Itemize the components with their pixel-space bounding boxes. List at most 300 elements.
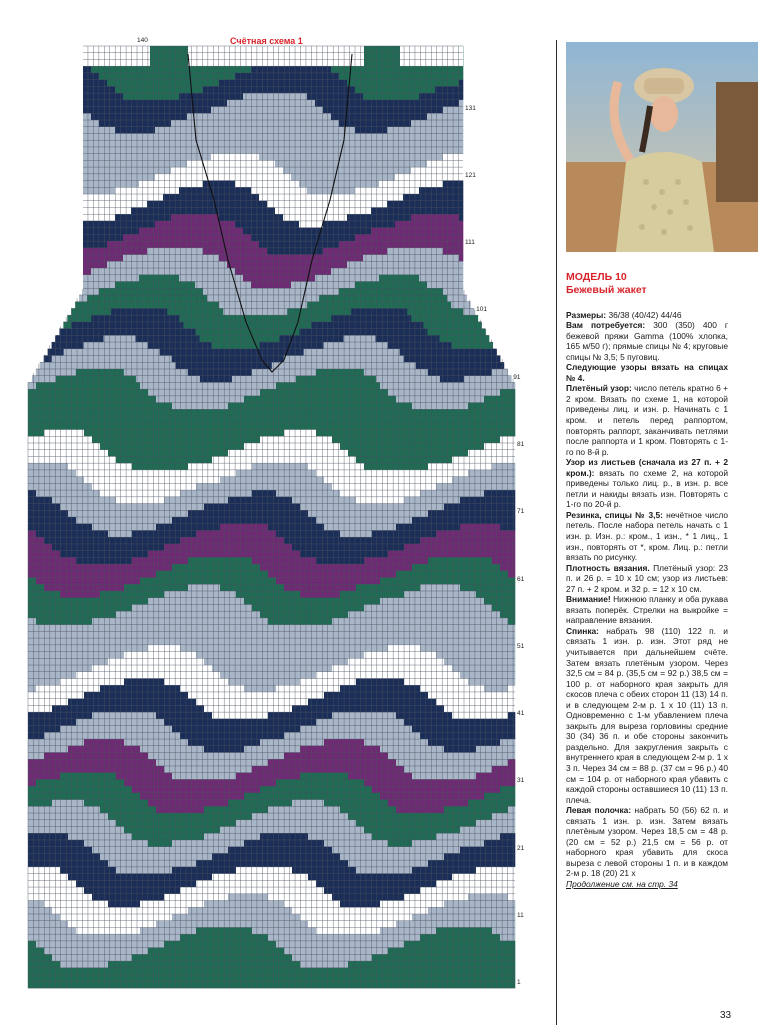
chart-cell: [276, 571, 284, 578]
chart-cell: [99, 248, 107, 255]
chart-cell: [91, 93, 99, 100]
chart-cell: [164, 463, 172, 470]
chart-cell: [356, 645, 364, 652]
chart-cell: [196, 443, 204, 450]
chart-cell: [211, 133, 219, 140]
chart-cell: [123, 221, 131, 228]
chart-cell: [347, 268, 355, 275]
chart-cell: [420, 423, 428, 430]
chart-cell: [244, 530, 252, 537]
chart-cell: [379, 288, 387, 295]
chart-cell: [148, 645, 156, 652]
chart-cell: [388, 416, 396, 423]
chart-cell: [380, 578, 388, 585]
chart-cell: [188, 517, 196, 524]
chart-cell: [420, 450, 428, 457]
chart-cell: [447, 308, 455, 315]
chart-cell: [311, 295, 319, 302]
chart-cell: [408, 335, 416, 342]
chart-cell: [444, 598, 452, 605]
chart-cell: [124, 652, 132, 659]
chart-cell: [500, 450, 508, 457]
chart-cell: [244, 611, 252, 618]
chart-cell: [288, 362, 296, 369]
chart-cell: [364, 598, 372, 605]
chart-cell: [251, 234, 259, 241]
chart-cell: [283, 302, 291, 309]
chart-cell: [379, 80, 387, 87]
chart-cell: [268, 631, 276, 638]
chart-cell: [123, 234, 131, 241]
chart-cell: [500, 524, 508, 531]
chart-cell: [115, 268, 123, 275]
chart-cell: [300, 645, 308, 652]
chart-cell: [236, 557, 244, 564]
chart-cell: [203, 234, 211, 241]
chart-cell: [148, 618, 156, 625]
chart-cell: [60, 618, 68, 625]
chart-cell: [156, 571, 164, 578]
chart-cell: [68, 356, 76, 363]
chart-cell: [187, 187, 195, 194]
chart-cell: [243, 73, 251, 80]
chart-cell: [323, 181, 331, 188]
chart-cell: [259, 167, 267, 174]
chart-cell: [60, 524, 68, 531]
chart-cell: [500, 477, 508, 484]
chart-cell: [211, 302, 219, 309]
chart-cell: [275, 174, 283, 181]
chart-cell: [83, 221, 91, 228]
chart-cell: [123, 140, 131, 147]
chart-cell: [188, 652, 196, 659]
chart-cell: [140, 631, 148, 638]
chart-cell: [44, 443, 52, 450]
chart-cell: [195, 275, 203, 282]
chart-cell: [431, 322, 439, 329]
chart-cell: [204, 470, 212, 477]
chart-cell: [68, 456, 76, 463]
chart-cell: [371, 288, 379, 295]
chart-cell: [224, 335, 232, 342]
chart-cell: [84, 504, 92, 511]
chart-cell: [115, 255, 123, 262]
chart-cell: [307, 154, 315, 161]
chart-cell: [132, 611, 140, 618]
chart-cell: [387, 93, 395, 100]
chart-cell: [328, 335, 336, 342]
chart-cell: [380, 544, 388, 551]
chart-cell: [388, 645, 396, 652]
chart-cell: [204, 557, 212, 564]
chart-cell: [395, 100, 403, 107]
chart-cell: [44, 544, 52, 551]
chart-cell: [155, 275, 163, 282]
chart-cell: [459, 154, 463, 161]
chart-cell: [28, 456, 36, 463]
chart-cell: [316, 517, 324, 524]
chart-cell: [356, 551, 364, 558]
chart-cell: [388, 638, 396, 645]
chart-cell: [28, 578, 36, 585]
chart-cell: [459, 100, 463, 107]
chart-cell: [36, 645, 44, 652]
chart-cell: [267, 248, 275, 255]
chart-cell: [300, 389, 308, 396]
chart-cell: [428, 456, 436, 463]
chart-cell: [259, 248, 267, 255]
chart-cell: [60, 477, 68, 484]
chart-cell: [256, 376, 264, 383]
chart-cell: [428, 544, 436, 551]
chart-cell: [243, 120, 251, 127]
chart-cell: [252, 497, 260, 504]
chart-cell: [275, 234, 283, 241]
chart-cell: [451, 261, 459, 268]
chart-cell: [315, 174, 323, 181]
chart-cell: [252, 443, 260, 450]
chart-cell: [324, 477, 332, 484]
chart-cell: [148, 557, 156, 564]
chart-cell: [107, 288, 115, 295]
chart-cell: [443, 86, 451, 93]
chart-cell: [172, 611, 180, 618]
chart-cell: [347, 302, 355, 309]
chart-cell: [324, 652, 332, 659]
chart-cell: [276, 517, 284, 524]
chart-cell: [99, 187, 107, 194]
chart-cell: [284, 504, 292, 511]
chart-cell: [211, 154, 219, 161]
chart-cell: [180, 463, 188, 470]
chart-cell: [91, 315, 99, 322]
chart-cell: [267, 241, 275, 248]
chart-cell: [260, 490, 268, 497]
chart-cell: [500, 470, 508, 477]
chart-cell: [379, 194, 387, 201]
chart-cell: [356, 537, 364, 544]
chart-cell: [99, 154, 107, 161]
chart-cell: [380, 517, 388, 524]
chart-cell: [195, 194, 203, 201]
chart-cell: [147, 140, 155, 147]
chart-cell: [188, 591, 196, 598]
chart-cell: [428, 645, 436, 652]
chart-cell: [148, 530, 156, 537]
chart-cell: [131, 201, 139, 208]
chart-cell: [323, 255, 331, 262]
chart-cell: [147, 93, 155, 100]
chart-cell: [36, 571, 44, 578]
chart-cell: [219, 100, 227, 107]
chart-cell: [428, 530, 436, 537]
chart-cell: [372, 537, 380, 544]
chart-cell: [116, 645, 124, 652]
chart-cell: [275, 133, 283, 140]
chart-cell: [292, 517, 300, 524]
chart-cell: [36, 611, 44, 618]
chart-cell: [227, 329, 235, 336]
chart-cell: [196, 416, 204, 423]
chart-cell: [251, 207, 259, 214]
chart-cell: [219, 93, 227, 100]
chart-cell: [268, 530, 276, 537]
chart-cell: [339, 234, 347, 241]
chart-cell: [140, 638, 148, 645]
chart-cell: [124, 490, 132, 497]
chart-cell: [236, 598, 244, 605]
chart-cell: [123, 107, 131, 114]
chart-cell: [52, 604, 60, 611]
chart-cell: [180, 524, 188, 531]
chart-cell: [131, 140, 139, 147]
chart-cell: [420, 389, 428, 396]
chart-cell: [427, 329, 435, 336]
chart-cell: [300, 611, 308, 618]
chart-cell: [243, 107, 251, 114]
chart-cell: [508, 443, 515, 450]
chart-cell: [68, 416, 76, 423]
chart-cell: [236, 618, 244, 625]
chart-cell: [235, 93, 243, 100]
chart-cell: [191, 322, 199, 329]
chart-cell: [199, 308, 207, 315]
chart-cell: [252, 490, 260, 497]
chart-cell: [388, 463, 396, 470]
chart-cell: [84, 490, 92, 497]
chart-cell: [204, 611, 212, 618]
chart-cell: [147, 73, 155, 80]
chart-cell: [331, 275, 339, 282]
chart-cell: [355, 66, 363, 73]
chart-cell: [267, 66, 275, 73]
chart-cell: [83, 160, 91, 167]
chart-cell: [235, 66, 243, 73]
chart-cell: [472, 362, 480, 369]
chart-cell: [292, 490, 300, 497]
chart-cell: [132, 524, 140, 531]
chart-cell: [172, 403, 180, 410]
chart-cell: [368, 335, 376, 342]
chart-cell: [324, 403, 332, 410]
chart-cell: [132, 463, 140, 470]
chart-cell: [188, 645, 196, 652]
chart-cell: [424, 335, 432, 342]
chart-cell: [372, 436, 380, 443]
chart-cell: [420, 564, 428, 571]
chart-cell: [372, 369, 380, 376]
chart-cell: [292, 403, 300, 410]
chart-cell: [188, 416, 196, 423]
chart-cell: [131, 268, 139, 275]
chart-cell: [83, 201, 91, 208]
chart-cell: [292, 598, 300, 605]
chart-cell: [355, 241, 363, 248]
chart-cell: [99, 302, 107, 309]
chart-cell: [56, 335, 64, 342]
chart-cell: [412, 436, 420, 443]
chart-cell: [492, 625, 500, 632]
chart-cell: [307, 127, 315, 134]
chart-cell: [508, 510, 515, 517]
chart-cell: [404, 490, 412, 497]
chart-cell: [60, 430, 68, 437]
chart-cell: [459, 302, 467, 309]
chart-cell: [204, 477, 212, 484]
chart-cell: [371, 53, 379, 60]
chart-cell: [451, 174, 459, 181]
chart-cell: [372, 382, 380, 389]
chart-cell: [180, 537, 188, 544]
chart-cell: [252, 530, 260, 537]
chart-cell: [155, 66, 163, 73]
chart-cell: [312, 335, 320, 342]
chart-cell: [443, 228, 451, 235]
chart-cell: [356, 463, 364, 470]
chart-cell: [371, 241, 379, 248]
chart-cell: [259, 86, 267, 93]
chart-cell: [292, 631, 300, 638]
chart-cell: [316, 604, 324, 611]
chart-cell: [251, 120, 259, 127]
chart-cell: [251, 93, 259, 100]
chart-cell: [211, 315, 219, 322]
chart-cell: [372, 416, 380, 423]
chart-cell: [347, 282, 355, 289]
chart-cell: [151, 295, 159, 302]
chart-cell: [172, 645, 180, 652]
chart-cell: [387, 66, 395, 73]
chart-cell: [140, 625, 148, 632]
chart-cell: [116, 551, 124, 558]
chart-cell: [300, 356, 308, 363]
chart-cell: [324, 578, 332, 585]
chart-cell: [316, 470, 324, 477]
chart-cell: [52, 625, 60, 632]
chart-cell: [252, 403, 260, 410]
chart-cell: [396, 382, 404, 389]
chart-cell: [236, 409, 244, 416]
chart-cell: [408, 349, 416, 356]
chart-cell: [107, 107, 115, 114]
chart-cell: [268, 510, 276, 517]
chart-cell: [355, 329, 363, 336]
chart-cell: [236, 584, 244, 591]
chart-cell: [327, 295, 335, 302]
chart-cell: [356, 490, 364, 497]
chart-cell: [44, 497, 52, 504]
chart-cell: [331, 80, 339, 87]
chart-cell: [315, 120, 323, 127]
chart-cell: [387, 214, 395, 221]
chart-cell: [195, 302, 203, 309]
chart-cell: [259, 302, 267, 309]
chart-cell: [292, 396, 300, 403]
chart-cell: [284, 470, 292, 477]
chart-cell: [372, 510, 380, 517]
chart-cell: [195, 234, 203, 241]
chart-cell: [355, 234, 363, 241]
chart-cell: [356, 631, 364, 638]
chart-cell: [83, 261, 91, 268]
chart-cell: [416, 335, 424, 342]
chart-cell: [235, 113, 243, 120]
chart-cell: [500, 578, 508, 585]
chart-cell: [140, 591, 148, 598]
chart-cell: [52, 578, 60, 585]
chart-cell: [36, 436, 44, 443]
chart-cell: [132, 396, 140, 403]
chart-cell: [339, 167, 347, 174]
chart-cell: [276, 382, 284, 389]
chart-cell: [88, 335, 96, 342]
chart-cell: [116, 530, 124, 537]
chart-cell: [79, 322, 87, 329]
chart-cell: [204, 430, 212, 437]
chart-cell: [99, 167, 107, 174]
chart-cell: [124, 342, 132, 349]
chart-cell: [164, 551, 172, 558]
chart-cell: [395, 248, 403, 255]
chart-cell: [303, 308, 311, 315]
chart-cell: [148, 625, 156, 632]
chart-cell: [131, 66, 139, 73]
chart-cell: [468, 342, 476, 349]
chart-cell: [267, 120, 275, 127]
chart-cell: [219, 302, 227, 309]
chart-cell: [364, 611, 372, 618]
chart-cell: [500, 403, 508, 410]
chart-cell: [187, 221, 195, 228]
chart-cell: [464, 335, 472, 342]
chart-cell: [227, 228, 235, 235]
chart-cell: [260, 604, 268, 611]
chart-cell: [347, 261, 355, 268]
chart-cell: [196, 604, 204, 611]
chart-cell: [132, 504, 140, 511]
chart-cell: [323, 93, 331, 100]
chart-cell: [232, 335, 240, 342]
chart-cell: [204, 382, 212, 389]
chart-cell: [307, 241, 315, 248]
chart-cell: [91, 268, 99, 275]
chart-cell: [451, 100, 459, 107]
chart-cell: [304, 362, 312, 369]
chart-cell: [371, 187, 379, 194]
chart-cell: [83, 282, 91, 289]
chart-cell: [244, 544, 252, 551]
chart-cell: [183, 322, 191, 329]
chart-cell: [323, 174, 331, 181]
chart-cell: [323, 73, 331, 80]
chart-cell: [459, 167, 463, 174]
chart-cell: [283, 329, 291, 336]
chart-cell: [292, 557, 300, 564]
chart-cell: [379, 147, 387, 154]
chart-cell: [268, 524, 276, 531]
chart-cell: [320, 335, 328, 342]
chart-cell: [388, 389, 396, 396]
chart-cell: [227, 160, 235, 167]
chart-cell: [180, 510, 188, 517]
chart-cell: [236, 430, 244, 437]
chart-cell: [316, 625, 324, 632]
chart-cell: [84, 436, 92, 443]
chart-cell: [36, 483, 44, 490]
chart-cell: [155, 268, 163, 275]
chart-cell: [307, 100, 315, 107]
chart-cell: [420, 436, 428, 443]
